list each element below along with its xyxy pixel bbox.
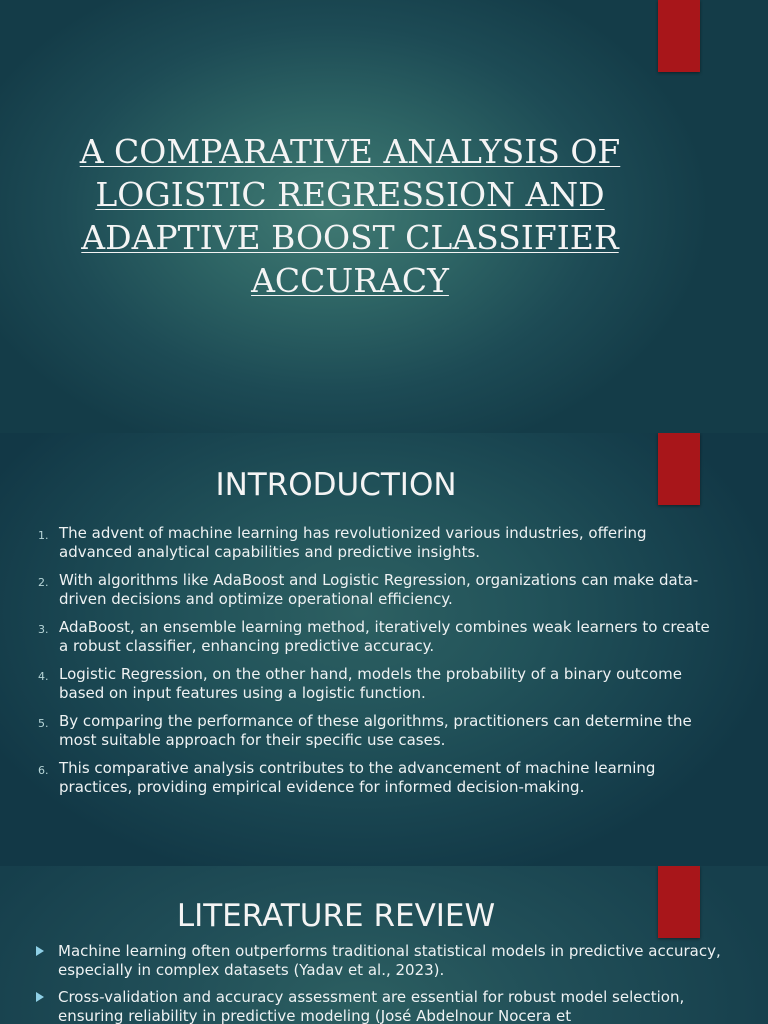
literature-list [34,942,724,1024]
list-item [30,524,720,562]
introduction-heading: INTRODUCTION [215,467,457,503]
introduction-list [30,524,720,806]
list-item [30,712,720,750]
list-item-text: The advent of machine learning has revolutionized various industries, offering advanced analytical capabilities and predictive insights. [59,524,647,561]
list-number: 2. [38,576,49,589]
title-slide [0,0,768,433]
list-item-text: By comparing the performance of these algorithms, practitioners can determine the most suitable approach for their specific use cases. [59,712,692,749]
list-item [30,665,720,703]
list-number: 5. [38,717,49,730]
list-item [30,759,720,797]
list-item-text: Logistic Regression, on the other hand, models the probability of a binary outcome based on input features using a logistic function. [59,665,682,702]
presentation-title: A COMPARATIVE ANALYSIS OF LOGISTIC REGRESSION AND ADAPTIVE BOOST CLASSIFIER ACCURACY [79,132,621,300]
bullet-arrow-icon [36,946,44,956]
list-number: 4. [38,670,49,683]
slide-accent-tab [658,0,700,72]
list-item [34,988,724,1024]
list-number: 1. [38,529,49,542]
list-number: 3. [38,623,49,636]
list-item-text: With algorithms like AdaBoost and Logistic Regression, organizations can make data-driven decisions and optimize operational efficiency. [59,571,699,608]
list-number: 6. [38,764,49,777]
list-item-text: Machine learning often outperforms traditional statistical models in predictive accuracy, especially in complex datasets (Yadav et al., 2023). [58,942,721,979]
list-item [30,618,720,656]
list-item-text: Cross-validation and accuracy assessment are essential for robust model selection, ensuring reliability in predictive modeling (José Abdelnour Nocera et [58,988,685,1024]
list-item-text: This comparative analysis contributes to the advancement of machine learning practices, providing empirical evidence for informed decision-making. [59,759,656,796]
list-item-text: AdaBoost, an ensemble learning method, iteratively combines weak learners to create a robust classifier, enhancing predictive accuracy. [59,618,710,655]
bullet-arrow-icon [36,992,44,1002]
list-item [34,942,724,980]
introduction-slide [0,433,768,866]
list-item [30,571,720,609]
literature-review-heading: LITERATURE REVIEW [176,898,496,934]
literature-review-slide [0,866,768,1024]
